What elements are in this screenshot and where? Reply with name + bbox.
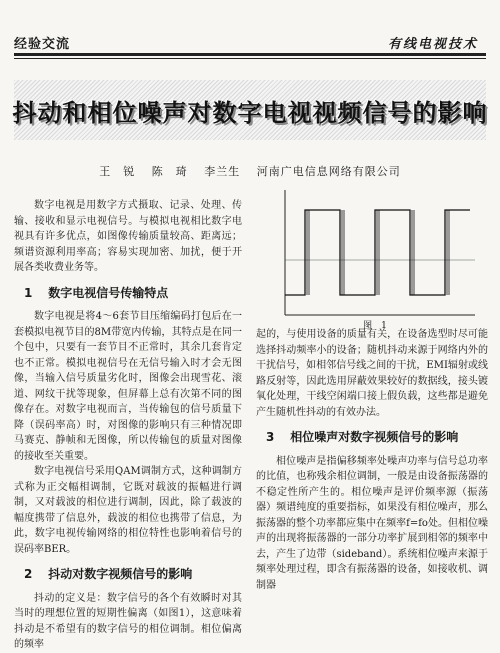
ideal-square-wave [285,210,470,295]
body-paragraph: 抖动的定义是：数字信号的各个有效瞬时对其当时的理想位置的短期性偏离（如图1），这意味着抖动是不希望有的数字信号的相位调制。相位偏离的频率 [14,592,242,650]
jitter-edge-lines [307,210,449,295]
body-paragraph: 数字电视是将4～6套节目压缩编码打包后在一套模拟电视节目的8M带宽内传输，其特点是在同一个包中，只要有一套节目不正常时，其余几套肯定也不正常。模拟电视信号在无信号输入时才会无图像，当输入信号质量劣化时，图像会出现雪花、滚道、网纹干扰等现象，但屏幕上总有次第不同的图像存在。对数字电视而言，当传输包的信号质量下降（误码率高）时，对图像的影响只有三种情况即马赛克、静帧和无图像，所以传输包的质量对图像的接收至关重要。 [14,311,242,462]
header-rule-thin [14,58,486,59]
section-heading [256,430,488,446]
right-column [256,327,488,593]
journal-name: 有线电视技术 [387,37,478,52]
author-line [0,163,500,179]
author-name: 陈 琦 [151,165,188,178]
section-title: 相位噪声对数字视频信号的影响 [290,430,459,444]
header-rule-thick [14,53,486,56]
section-title: 抖动对数字视频信号的影响 [48,567,193,581]
body-paragraph: 数字电视信号采用QAM调制方式，这种调制方式称为正交幅相调制，它既对载波的振幅进行调制，又对载波的相位进行调制，因此，除了载波的幅度携带了信息外，载波的相位也携带了信息，为此，数字电视传输网络的相位特性也影响着信号的误码率BER。 [14,466,242,555]
section-title: 数字电视信号传输特点 [48,285,169,300]
section-heading [14,286,242,302]
author-name: 王 锐 [99,165,136,178]
left-column [14,198,242,653]
figure-caption: 图 1 [363,321,387,331]
body-paragraph: 相位噪声是指偏移频率处噪声功率与信号总功率的比值，也称残余相位调制，一般是由设备振荡器的不稳定性所产生的。相位噪声是评价频率源（振荡器）频谱纯度的重要指标，如果没有相位噪声，那么振荡器的整个功率都应集中在频率f=fo处。但相位噪声的出现将振荡器的一部分功率扩展到相邻的频率中去，产生了边带（sideband）。系统相位噪声来源于频率处理过程，即含有振荡器的设备，如接收机、调制器 [256,455,488,591]
author-name: 李兰生 [204,165,241,178]
intro-paragraph: 数字电视是用数字方式摄取、记录、处理、传输、接收和显示电视信号。与模拟电视相比数字电视具有许多优点，如图像传输质量较高、距离远；频谱资源利用率高；容易实现加密、加扰，便于开展各类收费业务等。 [14,200,242,273]
author-affiliation: 河南广电信息网络有限公司 [256,165,401,178]
jitter-waveform-figure [270,190,480,320]
section-heading [14,567,242,583]
journal-section-label: 经验交流 [14,37,71,52]
section-number: 3 [266,430,275,444]
section-number: 2 [24,567,33,581]
article-title: 抖动和相位噪声对数字电视视频信号的影响 [12,99,488,127]
body-paragraph: 起的，与使用设备的质量有关，在设备选型时尽可能选择抖动频率小的设备；随机抖动来源于网络内外的干扰信号，如相邻信号线之间的干扰，EMI辐射或线路反射等，因此选用屏蔽效果较好的数据线，接头镀氧化处理，干线空闲端口接上假负载，这些都是避免产生随机性抖动的有效办法。 [256,329,488,418]
section-number: 1 [24,285,33,300]
